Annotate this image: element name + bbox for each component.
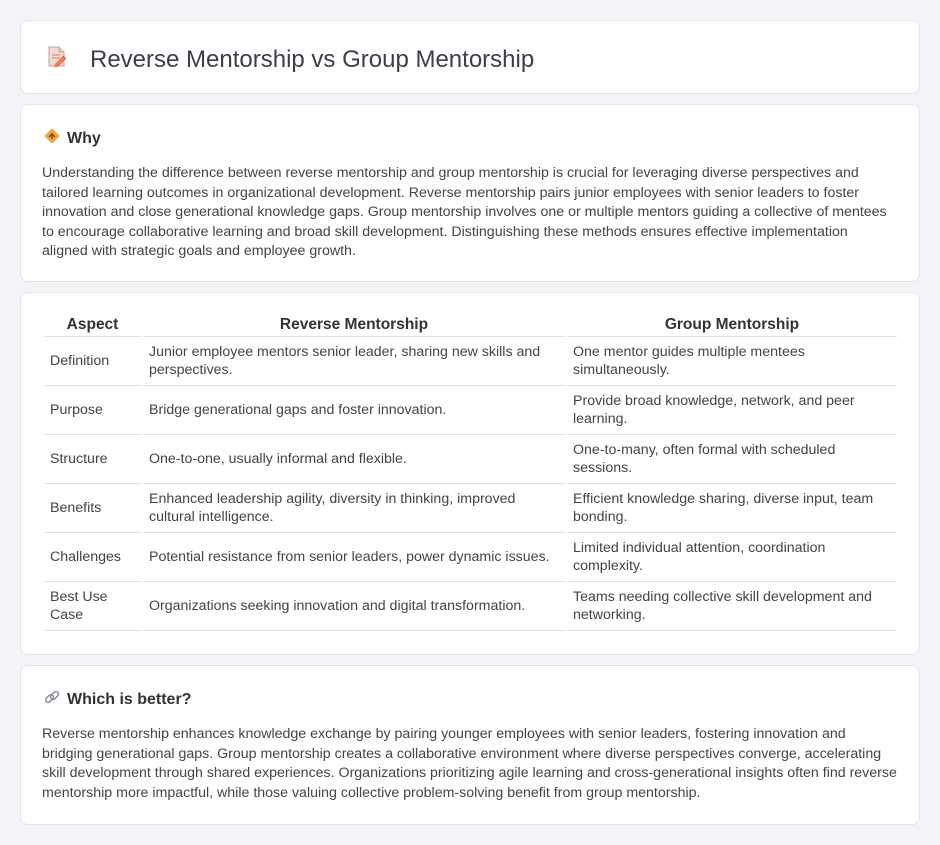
- reverse-cell: Potential resistance from senior leaders, power dynamic issues.: [143, 533, 565, 582]
- comparison-table: [42, 313, 899, 631]
- table-row: [44, 484, 897, 533]
- why-heading: [43, 127, 101, 150]
- header-reverse-mentorship: Reverse Mentorship: [143, 313, 565, 337]
- aspect-cell: Best Use Case: [44, 582, 141, 631]
- table-row: [44, 337, 897, 386]
- better-heading: [43, 688, 191, 711]
- better-text: Reverse mentorship enhances knowledge exchange by pairing younger employees with senior leaders, fostering innovation and bridging generational gaps. Group mentorship creates a collaborative environment where diverse perspectives converge, accelerating skill development through shared experiences. Organizations prioritizing agile learning and cross-generational insights often find reverse mentorship more impactful, while those valuing collective problem-solving benefit from group mentorship.: [42, 726, 897, 801]
- aspect-cell: Definition: [44, 337, 141, 386]
- aspect-cell: Purpose: [44, 386, 141, 435]
- why-title: Why: [67, 129, 101, 147]
- group-cell: One-to-many, often formal with scheduled sessions.: [567, 435, 897, 484]
- reverse-cell: Enhanced leadership agility, diversity in thinking, improved cultural intelligence.: [143, 484, 565, 533]
- which-is-better-section: [20, 665, 920, 825]
- aspect-cell: Challenges: [44, 533, 141, 582]
- reverse-cell: Junior employee mentors senior leader, sharing new skills and perspectives.: [143, 337, 565, 386]
- reverse-cell: Organizations seeking innovation and digital transformation.: [143, 582, 565, 631]
- document-pen-icon: [46, 45, 68, 74]
- table-row: [44, 533, 897, 582]
- group-cell: Limited individual attention, coordination complexity.: [567, 533, 897, 582]
- aspect-cell: Benefits: [44, 484, 141, 533]
- group-cell: One mentor guides multiple mentees simultaneously.: [567, 337, 897, 386]
- why-text: Understanding the difference between reverse mentorship and group mentorship is crucial for leveraging diverse perspectives and tailored learning outcomes in organizational development. Reverse mentorship pairs junior employees with senior leaders to foster innovation and close generational knowledge gaps. Group mentorship involves one or multiple mentors guiding a collective of mentees to encourage collaborative learning and broad skill development. Distinguishing these methods ensures effective implementation aligned with strategic goals and employee growth.: [42, 165, 887, 260]
- group-cell: Efficient knowledge sharing, diverse input, team bonding.: [567, 484, 897, 533]
- table-row: [44, 582, 897, 631]
- better-title: Which is better?: [67, 690, 192, 708]
- header-group-mentorship: Group Mentorship: [567, 313, 897, 337]
- table-row: [44, 435, 897, 484]
- group-cell: Provide broad knowledge, network, and peer learning.: [567, 386, 897, 435]
- table-header-row: [44, 313, 897, 337]
- reverse-cell: One-to-one, usually informal and flexible.: [143, 435, 565, 484]
- page-title: Reverse Mentorship vs Group Mentorship: [90, 45, 535, 73]
- aspect-cell: Structure: [44, 435, 141, 484]
- header-card: [20, 20, 920, 94]
- comparison-section: [20, 292, 920, 655]
- diamond-signpost-icon: [43, 127, 61, 150]
- header-aspect: Aspect: [44, 313, 141, 337]
- group-cell: Teams needing collective skill development and networking.: [567, 582, 897, 631]
- link-icon: [43, 688, 61, 711]
- reverse-cell: Bridge generational gaps and foster innovation.: [143, 386, 565, 435]
- title-row: [46, 45, 534, 74]
- table-row: [44, 386, 897, 435]
- why-section: [20, 104, 920, 282]
